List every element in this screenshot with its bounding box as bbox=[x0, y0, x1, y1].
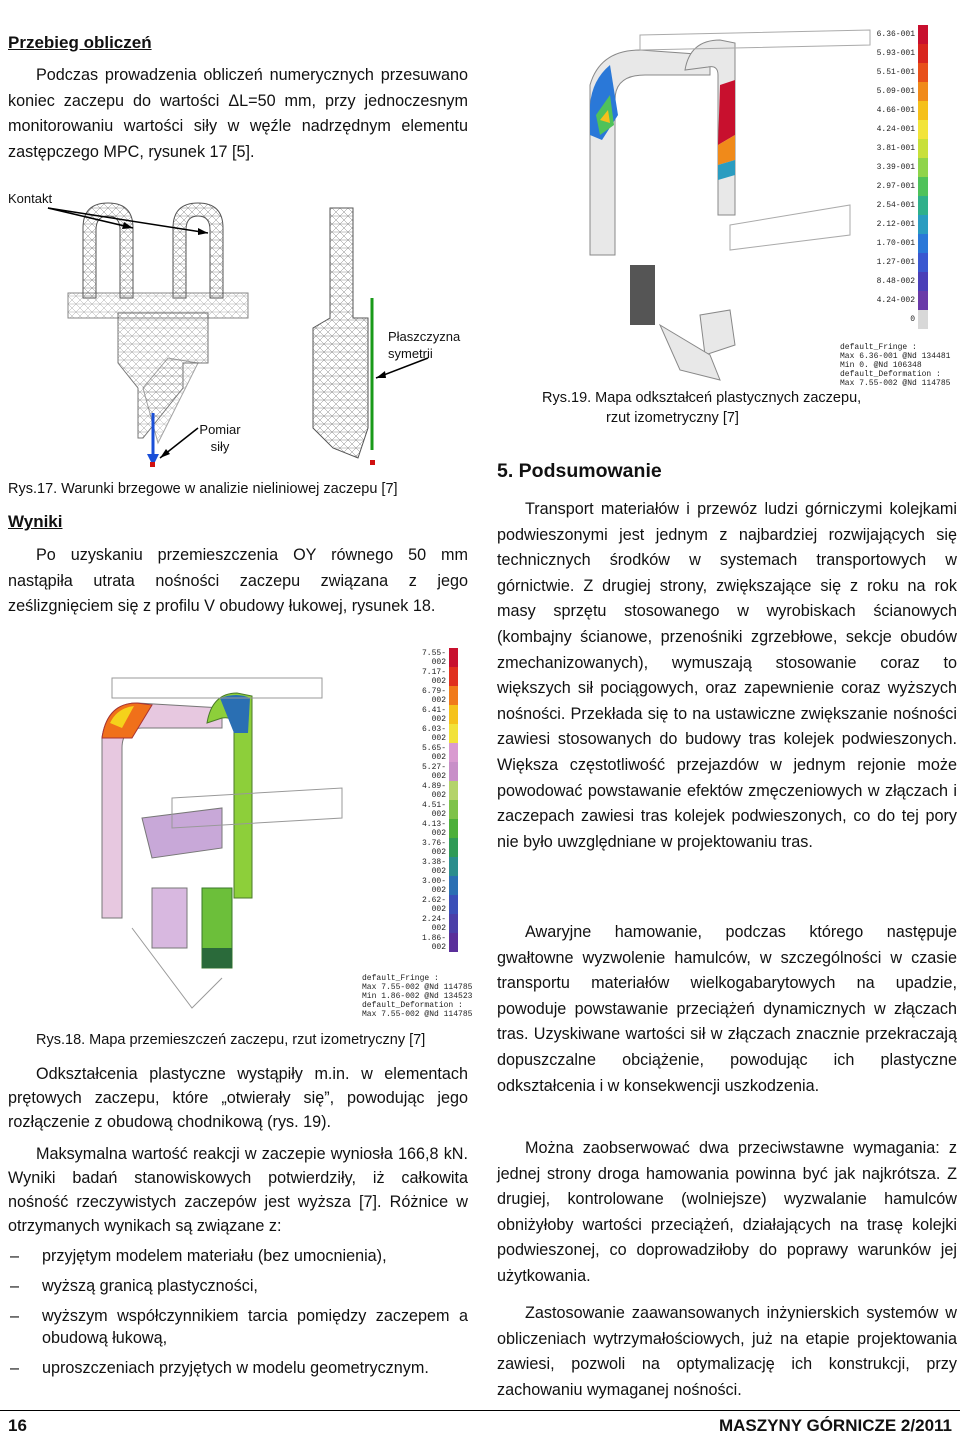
figure-19-caption-line1: Rys.19. Mapa odkształceń plastycznych zaczepu, bbox=[542, 390, 862, 406]
legend-value: 5.09-001 bbox=[876, 87, 915, 96]
legend-value: 7.17-002 bbox=[421, 667, 446, 686]
figure-19-plastic-strain-map bbox=[530, 25, 950, 390]
fig19-fringe-info: default_Fringe : Max 6.36-001 @Nd 134481 Min 0. @Nd 106348 default_Deformation : Max 7.55-002 @Nd 114785 bbox=[840, 343, 951, 388]
legend-value: 4.24-001 bbox=[876, 125, 915, 134]
fig18-legend bbox=[410, 648, 458, 952]
legend-value: 8.48-002 bbox=[876, 277, 915, 286]
legend-value: 4.66-001 bbox=[876, 106, 915, 115]
legend-entry bbox=[410, 648, 458, 667]
legend-value: 3.38-002 bbox=[421, 857, 446, 876]
legend-entry bbox=[875, 196, 935, 215]
legend-value: 1.27-001 bbox=[876, 258, 915, 267]
legend-swatch bbox=[918, 101, 928, 120]
paragraph-mozna: Można zaobserwować dwa przeciwstawne wymagania: z jednej strony droga hamowania powinna być jak najkrótsza. Z drugiej, kontrolowane (wolniejsze) wyzwalanie hamulców obniżyłoby wartości przeciążeń, działających na trasę kolejki podwieszonej, co doprowadziłoby do poprawy warunków jej użytkowania. bbox=[497, 1139, 957, 1285]
paragraph-odksztalcenia: Odkształcenia plastyczne wystąpiły m.in. w elementach prętowych zaczepu, które „otwierały się”, powodując jego rozłączenie z obudową chodnikową (rys. 19). bbox=[8, 1065, 468, 1131]
legend-entry bbox=[875, 253, 935, 272]
legend-swatch bbox=[449, 762, 458, 781]
paragraph-maksymalna: Maksymalna wartość reakcji w zaczepie wyniosła 166,8 kN. Wyniki badań stanowiskowych potwierdziły, iż całkowita nośność rzeczywistych zaczepów jest wyższa [7]. Różnice w otrzymanych wynikach są związane z: bbox=[8, 1145, 468, 1235]
legend-value: 4.89-002 bbox=[421, 781, 446, 800]
label-plaszczyzna-symetrii: Płaszczyzna symetrii bbox=[388, 329, 461, 361]
section-title-przebieg: Przebieg obliczeń bbox=[8, 33, 152, 52]
legend-swatch bbox=[449, 838, 458, 857]
legend-entry bbox=[875, 82, 935, 101]
legend-entry bbox=[875, 44, 935, 63]
legend-swatch bbox=[449, 876, 458, 895]
fig19-legend bbox=[875, 25, 935, 329]
legend-entry bbox=[410, 762, 458, 781]
legend-entry bbox=[875, 139, 935, 158]
legend-value: 3.00-002 bbox=[421, 876, 446, 895]
legend-value: 3.81-001 bbox=[876, 144, 915, 153]
legend-swatch bbox=[918, 310, 928, 329]
figure-17-boundary-conditions bbox=[8, 188, 478, 470]
legend-value: 5.27-002 bbox=[421, 762, 446, 781]
legend-value: 5.93-001 bbox=[876, 49, 915, 58]
legend-entry bbox=[410, 876, 458, 895]
legend-entry bbox=[875, 63, 935, 82]
figure-18-caption: Rys.18. Mapa przemieszczeń zaczepu, rzut izometryczny [7] bbox=[36, 1032, 426, 1048]
legend-swatch bbox=[449, 933, 458, 952]
list-item: – wyższym współczynnikiem tarcia pomiędzy zaczepem a obudową łukową, bbox=[8, 1305, 468, 1349]
journal-name: MASZYNY GÓRNICZE 2/2011 bbox=[718, 1416, 952, 1435]
footer-rule bbox=[0, 1410, 960, 1411]
legend-entry bbox=[410, 743, 458, 762]
legend-entry bbox=[875, 25, 935, 44]
paragraph-przebieg: Podczas prowadzenia obliczeń numerycznych przesuwano koniec zaczepu do wartości ΔL=50 mm, przy jednoczesnym monitorowaniu wartości siły w węźle nadrzędnym elementu zastępczego MPC, rysunek 17 [5]. bbox=[8, 66, 468, 161]
list-differences bbox=[8, 1245, 468, 1387]
legend-value: 2.54-001 bbox=[876, 201, 915, 210]
paragraph-awaryjne: Awaryjne hamowanie, podczas którego następuje gwałtowne wyzwolenie hamulców, w szczególności w czasie transportu materiałów wielkogabarytowych na upadzie, powoduje powstawanie przeciążeń dynamicznych w złączach tras. Uzyskiwane wartości sił w złączach znacznie przekraczają dopuszczalne obciążenie, powodując ich plastyczne odkształcenia i w konsekwencji uszkodzenia. bbox=[497, 923, 957, 1095]
legend-entry bbox=[410, 724, 458, 743]
legend-swatch bbox=[449, 686, 458, 705]
legend-entry bbox=[410, 686, 458, 705]
legend-swatch bbox=[449, 914, 458, 933]
legend-swatch bbox=[918, 25, 928, 44]
legend-entry bbox=[410, 705, 458, 724]
figure-18-displacement-map bbox=[22, 648, 473, 1028]
legend-swatch bbox=[918, 63, 928, 82]
legend-swatch bbox=[918, 234, 928, 253]
section-title-wyniki: Wyniki bbox=[8, 512, 63, 531]
legend-entry bbox=[410, 781, 458, 800]
legend-value: 1.70-001 bbox=[876, 239, 915, 248]
section-title-podsumowanie: 5. Podsumowanie bbox=[497, 460, 662, 482]
legend-entry bbox=[875, 234, 935, 253]
legend-value: 2.24-002 bbox=[421, 914, 446, 933]
legend-value: 7.55-002 bbox=[421, 648, 446, 667]
list-item: – wyższą granicą plastyczności, bbox=[8, 1275, 468, 1297]
legend-swatch bbox=[449, 800, 458, 819]
paragraph-zastosowanie: Zastosowanie zaawansowanych inżynierskich systemów w obliczeniach wytrzymałościowych, już na etapie projektowania zawiesi, pozwoli na optymalizację ich konstrukcji, przy zachowaniu wymaganej nośności. bbox=[497, 1304, 957, 1399]
legend-swatch bbox=[449, 895, 458, 914]
legend-value: 2.62-002 bbox=[421, 895, 446, 914]
legend-swatch bbox=[918, 120, 928, 139]
legend-swatch bbox=[449, 705, 458, 724]
legend-entry bbox=[410, 800, 458, 819]
legend-swatch bbox=[918, 215, 928, 234]
hook-model-19 bbox=[590, 30, 870, 380]
legend-value: 6.03-002 bbox=[421, 724, 446, 743]
legend-entry bbox=[410, 667, 458, 686]
paragraph-transport: Transport materiałów i przewóz ludzi górniczymi kolejkami podwieszonymi jest jednym z najbardziej rozwijających się technicznych środków w systemach transportowych w górnictwie. Z drugiej strony, zwiększające się z roku na rok masy sprzętu stosowanego w wyrobiskach ścianowych (kombajny ścianowe, przenośniki zgrzebłowe, sekcje obudów zmechanizowanych), wymuszają stosowanie coraz to większych sił pociągowych, oraz zapewnienie coraz wyższych nośności. Przekłada się to na ustawiczne zwiększanie nośności zawiesi stosowanych do budowy tras kolejek podwieszonych. Większa częstotliwość przejazdów w jednym rejonie może powodować powstawanie efektów zmęczeniowych w złączach i zaczepach zawiesi tras kolejek podwieszonych, co do tej pory nie było uwzględniane w projektowaniu tras. bbox=[497, 500, 957, 851]
legend-value: 3.39-001 bbox=[876, 163, 915, 172]
figure-19-caption-line2: rzut izometryczny [7] bbox=[606, 410, 739, 426]
paragraph-wyniki: Po uzyskaniu przemieszczenia OY równego 50 mm nastąpiła utrata nośności zaczepu związana z jego ześlizgnięciem się z profilu V obudowy łukowej, rysunek 18. bbox=[8, 546, 468, 616]
legend-entry bbox=[410, 819, 458, 838]
legend-value: 5.51-001 bbox=[876, 68, 915, 77]
legend-entry bbox=[875, 158, 935, 177]
legend-entry bbox=[875, 120, 935, 139]
legend-swatch bbox=[449, 743, 458, 762]
page-number: 16 bbox=[8, 1416, 27, 1435]
legend-entry bbox=[410, 857, 458, 876]
legend-swatch bbox=[918, 196, 928, 215]
label-pomiar-sily: Pomiar siły bbox=[199, 422, 241, 454]
figure-17-caption: Rys.17. Warunki brzegowe w analizie nieliniowej zaczepu [7] bbox=[8, 481, 398, 497]
legend-entry bbox=[410, 838, 458, 857]
legend-swatch bbox=[449, 857, 458, 876]
hook-mesh-side bbox=[313, 208, 368, 458]
hook-mesh-left bbox=[68, 203, 248, 443]
legend-value: 6.36-001 bbox=[876, 30, 915, 39]
legend-value: 6.41-002 bbox=[421, 705, 446, 724]
list-item: – przyjętym modelem materiału (bez umocnienia), bbox=[8, 1245, 468, 1267]
legend-swatch bbox=[449, 819, 458, 838]
legend-entry bbox=[875, 215, 935, 234]
hook-model-18 bbox=[102, 678, 342, 1008]
legend-entry bbox=[875, 101, 935, 120]
legend-entry bbox=[875, 310, 935, 329]
legend-value: 4.13-002 bbox=[421, 819, 446, 838]
legend-swatch bbox=[449, 781, 458, 800]
legend-entry bbox=[410, 914, 458, 933]
legend-entry bbox=[410, 895, 458, 914]
legend-value: 0 bbox=[910, 315, 915, 324]
legend-value: 6.79-002 bbox=[421, 686, 446, 705]
legend-entry bbox=[875, 177, 935, 196]
legend-value: 5.65-002 bbox=[421, 743, 446, 762]
legend-swatch bbox=[918, 82, 928, 101]
list-item: – uproszczeniach przyjętych w modelu geometrycznym. bbox=[8, 1357, 468, 1379]
legend-swatch bbox=[918, 158, 928, 177]
label-kontakt: Kontakt bbox=[8, 191, 53, 206]
legend-swatch bbox=[918, 253, 928, 272]
legend-value: 4.51-002 bbox=[421, 800, 446, 819]
legend-value: 2.97-001 bbox=[876, 182, 915, 191]
legend-entry bbox=[875, 291, 935, 310]
legend-swatch bbox=[449, 648, 458, 667]
legend-swatch bbox=[918, 44, 928, 63]
legend-swatch bbox=[449, 724, 458, 743]
legend-value: 4.24-002 bbox=[876, 296, 915, 305]
legend-value: 3.76-002 bbox=[421, 838, 446, 857]
legend-entry bbox=[410, 933, 458, 952]
legend-swatch bbox=[918, 272, 928, 291]
legend-value: 2.12-001 bbox=[876, 220, 915, 229]
legend-value: 1.86-002 bbox=[421, 933, 446, 952]
fig18-fringe-info: default_Fringe : Max 7.55-002 @Nd 114785 Min 1.86-002 @Nd 134523 default_Deformation : Max 7.55-002 @Nd 114785 bbox=[362, 974, 473, 1019]
legend-swatch bbox=[918, 139, 928, 158]
legend-swatch bbox=[449, 667, 458, 686]
legend-entry bbox=[875, 272, 935, 291]
legend-swatch bbox=[918, 291, 928, 310]
legend-swatch bbox=[918, 177, 928, 196]
